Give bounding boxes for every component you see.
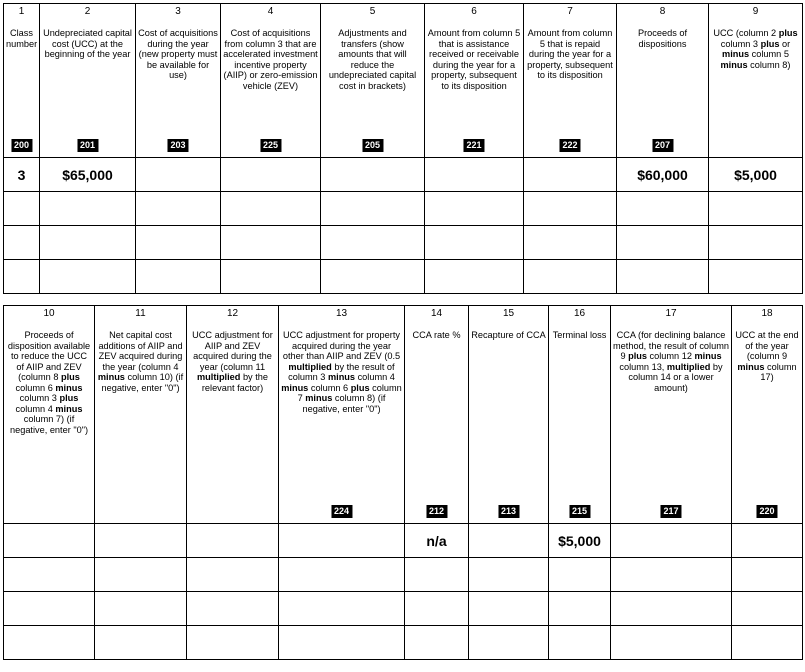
- description-segment: minus: [55, 382, 83, 393]
- description-segment: UCC adjustment for property acquired during the year other than AIIP and ZEV (0.5: [282, 330, 401, 361]
- description-segment: column 17): [760, 361, 797, 382]
- table-cell[interactable]: [469, 558, 549, 592]
- table-cell[interactable]: [709, 260, 803, 294]
- table-cell[interactable]: [136, 158, 221, 192]
- table-cell[interactable]: [95, 592, 187, 626]
- column-header-13: [279, 306, 405, 524]
- table-cell[interactable]: [524, 192, 617, 226]
- table-cell[interactable]: [4, 592, 95, 626]
- column-header-6: [425, 4, 524, 158]
- description-segment: by the result of column 3: [288, 361, 395, 382]
- description-segment: or: [779, 38, 791, 49]
- column-number: 5: [369, 6, 376, 17]
- line-code-badge: 215: [569, 505, 590, 518]
- column-description: [221, 18, 320, 91]
- description-segment: by the relevant factor): [201, 372, 268, 393]
- column-description: [405, 320, 468, 341]
- table-cell[interactable]: [321, 158, 425, 192]
- description-segment: minus: [720, 59, 748, 70]
- table-cell[interactable]: 3: [4, 158, 40, 192]
- description-segment: Undepreciated capital cost (UCC) at the beginning of the year: [43, 28, 132, 59]
- description-segment: Proceeds of disposition available to reduce the UCC of AIIP and ZEV (column 8: [7, 330, 91, 382]
- table-cell[interactable]: [617, 226, 709, 260]
- column-header-16: [549, 306, 611, 524]
- column-header-8: [617, 4, 709, 158]
- table-cell[interactable]: [221, 158, 321, 192]
- table-row: [4, 226, 803, 260]
- description-segment: column 8) (if negative, enter "0"): [302, 393, 386, 414]
- table-cell[interactable]: [187, 524, 279, 558]
- column-description: [4, 18, 39, 49]
- column-description: [40, 18, 135, 60]
- line-code-badge: 221: [463, 139, 484, 152]
- table-cell[interactable]: [425, 158, 524, 192]
- column-number: 18: [761, 308, 773, 319]
- description-segment: column 13,: [619, 361, 667, 372]
- table-cell[interactable]: [709, 192, 803, 226]
- description-segment: multiplied: [666, 361, 711, 372]
- table-row: [4, 158, 803, 192]
- column-header-18: [732, 306, 803, 524]
- description-segment: Amount from column 5 that is assistance received or receivable during the year for a property, subsequent to its disposition: [427, 28, 521, 91]
- column-header-7: [524, 4, 617, 158]
- header-row: [4, 4, 803, 158]
- table-cell[interactable]: [4, 260, 40, 294]
- table-cell[interactable]: [40, 260, 136, 294]
- table-cell[interactable]: [611, 558, 732, 592]
- description-segment: column 3: [19, 393, 60, 403]
- table-cell[interactable]: [524, 226, 617, 260]
- column-description: [617, 18, 708, 49]
- column-header-11: [95, 306, 187, 524]
- table-cell[interactable]: [187, 558, 279, 592]
- column-header-2: [40, 4, 136, 158]
- table-cell[interactable]: [136, 226, 221, 260]
- column-description: [611, 320, 731, 393]
- column-header-15: [469, 306, 549, 524]
- table-cell[interactable]: [611, 592, 732, 626]
- description-segment: minus: [281, 382, 309, 393]
- description-segment: Cost of acquisitions during the year (new property must be available for use): [138, 28, 218, 80]
- table-cell[interactable]: [136, 260, 221, 294]
- column-header-12: [187, 306, 279, 524]
- column-number: 10: [43, 308, 55, 319]
- description-segment: UCC at the end of the year (column 9: [735, 330, 799, 361]
- description-segment: Proceeds of dispositions: [637, 28, 688, 49]
- table-cell[interactable]: [221, 192, 321, 226]
- table-row: [4, 592, 803, 626]
- column-number: 9: [752, 6, 759, 17]
- table-cell[interactable]: [95, 626, 187, 660]
- table-row: [4, 192, 803, 226]
- table-cell[interactable]: [709, 226, 803, 260]
- description-segment: plus: [350, 382, 370, 393]
- table-cell[interactable]: [4, 558, 95, 592]
- description-segment: plus: [778, 28, 798, 38]
- column-header-3: [136, 4, 221, 158]
- table-cell[interactable]: [732, 626, 803, 660]
- column-description: [4, 320, 94, 435]
- table-cell[interactable]: [279, 592, 405, 626]
- column-description: [469, 320, 548, 341]
- table-cell[interactable]: [617, 192, 709, 226]
- description-segment: Amount from column 5 that is repaid during the year for a property, subsequent to its disposition: [527, 28, 613, 80]
- description-segment: UCC adjustment for AIIP and ZEV acquired during the year (column 11: [192, 330, 273, 372]
- table-cell[interactable]: [524, 260, 617, 294]
- line-code-badge: 207: [652, 139, 673, 152]
- table-cell[interactable]: [187, 592, 279, 626]
- description-segment: column 7: [297, 382, 402, 403]
- table-cell[interactable]: [40, 192, 136, 226]
- description-segment: Net capital cost additions of AIIP and ZEV acquired during the year (column 4: [98, 330, 183, 372]
- table-cell[interactable]: [469, 592, 549, 626]
- table-cell[interactable]: [469, 524, 549, 558]
- column-description: [549, 320, 610, 341]
- table-cell[interactable]: [279, 524, 405, 558]
- description-segment: Class number: [6, 28, 38, 49]
- column-number: 13: [335, 308, 348, 319]
- table-cell[interactable]: $5,000: [549, 524, 611, 558]
- line-code-badge: 200: [11, 139, 32, 152]
- description-segment: column 8): [747, 59, 791, 70]
- table-cell[interactable]: [221, 260, 321, 294]
- description-segment: multiplied: [197, 372, 241, 382]
- table-row: [4, 558, 803, 592]
- column-header-14: [405, 306, 469, 524]
- column-number: 17: [665, 308, 677, 319]
- table-cell[interactable]: [187, 626, 279, 660]
- description-segment: column 10) (if negative, enter "0"): [101, 372, 184, 393]
- table-row: [4, 524, 803, 558]
- table-cell[interactable]: [136, 192, 221, 226]
- table-cell[interactable]: [279, 626, 405, 660]
- line-code-badge: 201: [77, 139, 98, 152]
- table-cell[interactable]: [549, 558, 611, 592]
- description-segment: column 3: [720, 38, 761, 49]
- column-number: 3: [175, 6, 181, 17]
- description-segment: plus: [59, 393, 79, 403]
- table-cell[interactable]: [732, 524, 803, 558]
- description-segment: Cost of acquisitions from column 3 that are accelerated investment incentive property (AIIP) or zero-emission vehicle (ZEV): [223, 28, 318, 91]
- description-segment: minus: [305, 393, 333, 403]
- description-segment: minus: [737, 361, 765, 372]
- table-cell[interactable]: [321, 226, 425, 260]
- table-cell[interactable]: [279, 558, 405, 592]
- table-cell[interactable]: [405, 592, 469, 626]
- column-header-1: [4, 4, 40, 158]
- table-cell[interactable]: $5,000: [709, 158, 803, 192]
- table-cell[interactable]: [732, 592, 803, 626]
- table-cell[interactable]: [549, 592, 611, 626]
- column-description: [425, 18, 523, 91]
- description-segment: CCA rate %: [412, 330, 461, 340]
- line-code-badge: 203: [167, 139, 188, 152]
- table-cell[interactable]: [732, 558, 803, 592]
- table-cell[interactable]: [95, 558, 187, 592]
- description-segment: column 12: [647, 351, 695, 361]
- cca-schedule-table-part2: [3, 305, 803, 660]
- table-cell[interactable]: [4, 226, 40, 260]
- description-segment: column 5: [749, 49, 789, 59]
- column-description: [187, 320, 278, 393]
- table-cell[interactable]: [469, 626, 549, 660]
- description-segment: column 4: [355, 372, 395, 382]
- table-cell[interactable]: [221, 226, 321, 260]
- table-cell[interactable]: [425, 226, 524, 260]
- table-cell[interactable]: [405, 626, 469, 660]
- table-cell[interactable]: [425, 260, 524, 294]
- table-cell[interactable]: [40, 226, 136, 260]
- table-cell[interactable]: [617, 260, 709, 294]
- line-code-badge: 222: [559, 139, 580, 152]
- line-code-badge: 217: [660, 505, 681, 518]
- table-cell[interactable]: [4, 192, 40, 226]
- table-cell[interactable]: [549, 626, 611, 660]
- table-cell[interactable]: $60,000: [617, 158, 709, 192]
- column-description: [95, 320, 186, 393]
- line-code-badge: 205: [362, 139, 383, 152]
- column-number: 1: [18, 6, 25, 17]
- column-header-17: [611, 306, 732, 524]
- column-number: 12: [226, 308, 239, 319]
- column-number: 2: [84, 6, 91, 17]
- description-segment: plus: [760, 38, 780, 49]
- column-description: [136, 18, 220, 81]
- table-cell[interactable]: [405, 558, 469, 592]
- column-number: 6: [471, 6, 477, 17]
- column-description: [321, 18, 424, 91]
- description-segment: minus: [55, 403, 83, 414]
- column-header-5: [321, 4, 425, 158]
- description-segment: Recapture of CCA: [471, 330, 546, 340]
- column-number: 16: [573, 308, 586, 319]
- description-segment: by column 14 or a lower amount): [628, 361, 723, 393]
- description-segment: Adjustments and transfers (show amounts that will reduce the undepreciated capital cost in brackets): [328, 28, 417, 91]
- description-segment: UCC (column 2: [713, 28, 779, 38]
- description-segment: column 7) (if negative, enter "0"): [9, 414, 89, 435]
- column-description: [524, 18, 616, 81]
- column-description: [279, 320, 404, 414]
- column-description: [732, 320, 802, 383]
- description-segment: column 4: [15, 403, 56, 414]
- table-cell[interactable]: [425, 192, 524, 226]
- cca-schedule-table-part1: [3, 3, 803, 294]
- column-header-9: [709, 4, 803, 158]
- header-row: [4, 306, 803, 524]
- description-segment: plus: [628, 351, 647, 361]
- description-segment: CCA (for declining balance method, the result of column 9: [613, 330, 729, 361]
- line-code-badge: 225: [260, 139, 281, 152]
- description-segment: Terminal loss: [552, 330, 607, 340]
- table-cell[interactable]: [321, 192, 425, 226]
- line-code-badge: 212: [426, 505, 447, 518]
- column-number: 8: [659, 6, 666, 17]
- description-segment: column 6: [15, 382, 56, 393]
- column-number: 15: [502, 308, 515, 319]
- column-number: 11: [135, 308, 146, 319]
- description-segment: minus: [722, 49, 750, 59]
- description-segment: multiplied: [288, 361, 332, 372]
- table-cell[interactable]: [524, 158, 617, 192]
- column-header-4: [221, 4, 321, 158]
- table-cell[interactable]: [321, 260, 425, 294]
- table-cell[interactable]: [95, 524, 187, 558]
- description-segment: column 6: [308, 382, 351, 393]
- description-segment: minus: [97, 372, 125, 382]
- table-cell[interactable]: [4, 626, 95, 660]
- line-code-badge: 224: [331, 505, 352, 518]
- table-row: [4, 626, 803, 660]
- table-cell[interactable]: [611, 626, 732, 660]
- column-header-10: [4, 306, 95, 524]
- line-code-badge: 213: [498, 505, 519, 518]
- table-cell[interactable]: [4, 524, 95, 558]
- table-row: [4, 260, 803, 294]
- description-segment: minus: [327, 372, 356, 382]
- column-number: 4: [267, 6, 274, 17]
- description-segment: minus: [694, 351, 722, 361]
- column-description: [709, 18, 802, 70]
- column-number: 14: [430, 308, 443, 319]
- table-cell[interactable]: $65,000: [40, 158, 136, 192]
- table-cell[interactable]: n/a: [405, 524, 469, 558]
- line-code-badge: 220: [756, 505, 777, 518]
- description-segment: plus: [61, 372, 80, 382]
- column-number: 7: [567, 6, 573, 17]
- table-cell[interactable]: [611, 524, 732, 558]
